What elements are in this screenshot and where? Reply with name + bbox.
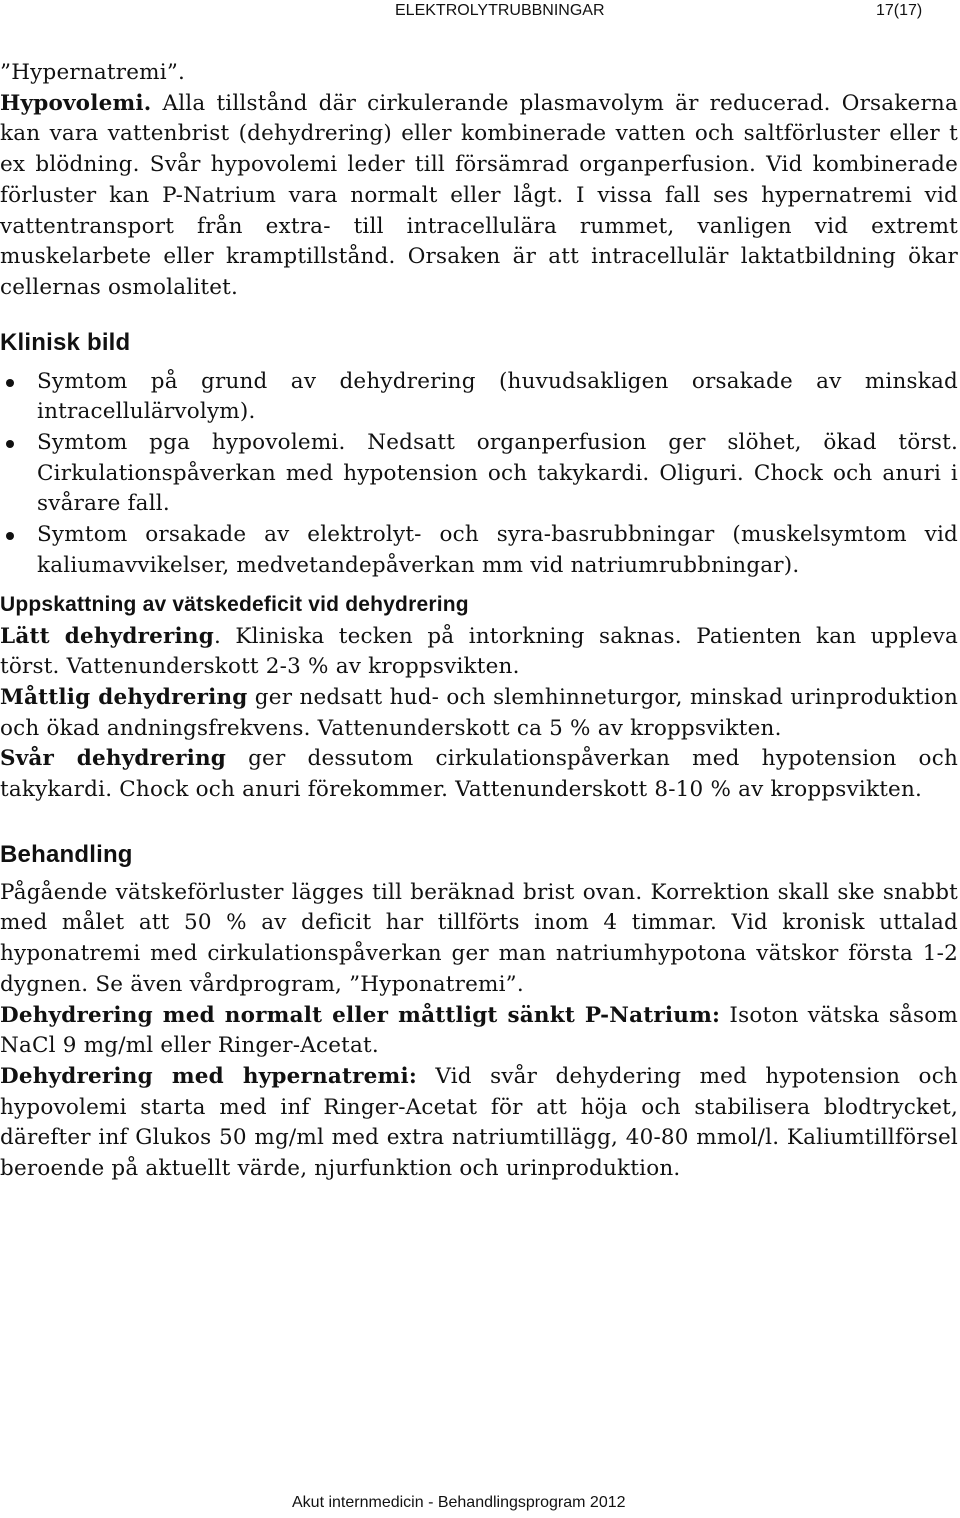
klinisk-bild-heading: Klinisk bild [0,328,131,356]
latt-text: . Kliniska tecken på intorkning saknas. Patienten kan uppleva törst. Vattenunderskott 2-3 % av kroppsvikten. [0,623,958,680]
page-header [0,0,960,30]
normal-natrium-text: Isoton vätska såsom NaCl 9 mg/ml eller Ringer-Acetat. [0,1002,958,1059]
bullet-icon [6,440,14,448]
page-footer: Akut internmedicin - Behandlingsprogram 2012 [292,1494,626,1511]
list-item-text: Symtom pga hypovolemi. Nedsatt organperfusion ger slöhet, ökad törst. Cirkulationspåverkan med hypotension och takykardi. Oliguri. Chock och anuri i svårare fall. [37,430,958,517]
hypovolemi-text: Alla tillstånd där cirkulerande plasmavolym är reducerad. Orsakerna kan vara vattenbrist (dehydrering) eller kombinerade vatten och saltförluster eller t ex blödning. Svår hypovolemi leder till försämrad organperfusion. Vid kombinerade förluster kan P-Natrium vara normalt eller lågt. I vissa fall ses hypernatremi vid vattentransport från extra- till intracellulära rummet, vanligen vid extremt muskelarbete eller kramptillstånd. Orsaken är att intracellulär laktatbildning ökar cellernas osmolalitet. [0,90,958,300]
klinisk-bild-list [0,367,958,582]
hypernatremi-text: Vid svår dehydering med hypotension och hypovolemi starta med inf Ringer-Acetat för att höja och stabilisera blodtrycket, därefter inf Glukos 50 mg/ml med extra natriumtillägg, 40-80 mmol/l. Kaliumtillförsel beroende på aktuellt värde, njurfunktion och urinproduktion. [0,1063,958,1182]
behandling-heading: Behandling [0,840,133,868]
list-item [0,520,958,581]
page-number: 17(17) [876,2,923,19]
normal-natrium-term: Dehydrering med normalt eller måttligt sänkt P-Natrium: [0,1002,721,1028]
list-item [0,367,958,428]
uppskattning-heading: Uppskattning av vätskedeficit vid dehydrering [0,592,469,616]
behandling-paragraph: Pågående vätskeförluster lägges till beräknad brist ovan. Korrektion skall ske snabbt med målet att 50 % av deficit har tillförts inom 4 timmar. Vid kronisk uttalad hyponatremi med cirkulationspåverkan ger man natriumhypotona vätskor första 1-2 dygnen. Se även vårdprogram, ”Hyponatremi”. [0,879,958,997]
latt-term: Lätt dehydrering [0,623,214,649]
svar-term: Svår dehydrering [0,746,227,772]
bullet-icon [6,379,14,387]
intro-paragraph [0,58,958,304]
normal-natrium-paragraph [0,1001,958,1062]
svar-paragraph [0,744,958,805]
list-item-text: Symtom orsakade av elektrolyt- och syra-basrubbningar (muskelsymtom vid kaliumavvikelser, medvetandepåverkan mm vid natriumrubbningar). [37,522,958,578]
bullet-icon [6,532,14,540]
list-item-text: Symtom på grund av dehydrering (huvudsakligen orsakade av minskad intracellulärvolym). [37,368,958,425]
document-body [0,58,958,1185]
mattlig-term: Måttlig dehydrering [0,684,248,710]
list-item [0,428,958,520]
mattlig-text: ger nedsatt hud- och slemhinneturgor, minskad urinproduktion och ökad andningsfrekvens. Vattenunderskott ca 5 % av kroppsvikten. [0,684,958,741]
latt-paragraph [0,622,958,683]
intro-continuation: ”Hypernatremi”. [0,60,186,85]
hypernatremi-term: Dehydrering med hypernatremi: [0,1063,418,1089]
hypernatremi-paragraph [0,1062,958,1185]
hypovolemi-term: Hypovolemi. [0,90,152,116]
header-title: ELEKTROLYTRUBBNINGAR [395,2,605,19]
mattlig-paragraph [0,683,958,744]
svar-text: ger dessutom cirkulationspåverkan med hypotension och takykardi. Chock och anuri förekommer. Vattenunderskott 8-10 % av kroppsvikten. [0,746,958,803]
